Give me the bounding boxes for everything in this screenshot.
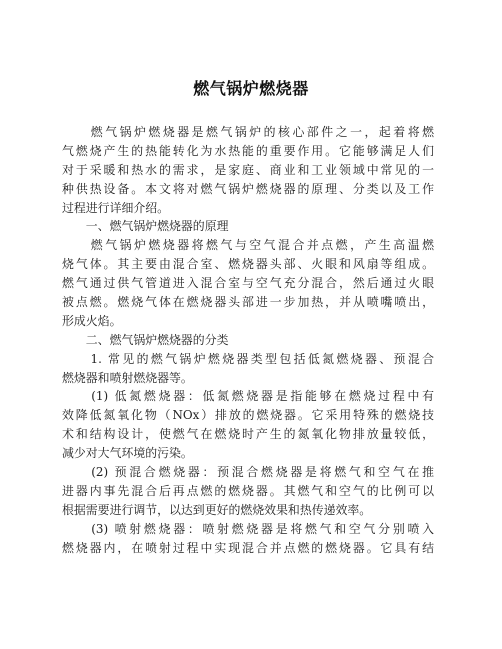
- body-line: 进器内事先混合后再点燃的燃烧器。其燃气和空气的比例可以: [62, 483, 434, 498]
- body-line: 燃烧器和喷射燃烧器等。: [62, 370, 193, 385]
- body-line: 燃气锅炉燃烧器将燃气与空气混合并点燃，产生高温燃: [62, 238, 434, 253]
- section-heading: 一、燃气锅炉燃烧器的原理: [62, 219, 229, 234]
- body-line: 1. 常见的燃气锅炉燃烧器类型包括低氮燃烧器、预混合: [62, 351, 434, 366]
- section-heading: 二、燃气锅炉燃烧器的分类: [62, 332, 229, 347]
- body-line: 根据需要进行调节，以达到更好的燃烧效果和热传递效率。: [62, 502, 372, 517]
- body-line: 种供热设备。本文将对燃气锅炉燃烧器的原理、分类以及工作: [62, 181, 434, 196]
- body-line: 术和结构设计，使燃气在燃烧时产生的氮氧化物排放量较低，: [62, 427, 434, 442]
- body-line: 燃气锅炉燃烧器是燃气锅炉的核心部件之一，起着将燃: [62, 125, 434, 139]
- body-line: 气燃烧产生的热能转化为水热能的重要作用。它能够满足人们: [62, 143, 434, 158]
- body-line: 被点燃。燃烧气体在燃烧器头部进一步加热，并从喷嘴喷出，: [62, 295, 434, 310]
- body-line: 对于采暖和热水的需求，是家庭、商业和工业领域中常见的一: [62, 162, 434, 177]
- body-line: 形成火焰。: [62, 313, 122, 328]
- body-line: (1) 低氮燃烧器：低氮燃烧器是指能够在燃烧过程中有: [62, 389, 434, 404]
- body-line: 燃烧器内，在喷射过程中实现混合并点燃的燃烧器。它具有结: [62, 540, 434, 555]
- body-line: 烧气体。其主要由混合室、燃烧器头部、火眼和风扇等组成。: [62, 257, 434, 272]
- body-line: 燃气通过供气管道进入混合室与空气充分混合，然后通过火眼: [62, 276, 434, 291]
- body-line: (2) 预混合燃烧器：预混合燃烧器是将燃气和空气在推: [62, 465, 434, 480]
- body-line: (3) 喷射燃烧器：喷射燃烧器是将燃气和空气分别喷入: [62, 521, 434, 536]
- body-line: 过程进行详细介绍。: [62, 200, 170, 215]
- document-body: [62, 123, 434, 557]
- body-line: 减少对大气环境的污染。: [62, 446, 193, 461]
- document-title: 燃气锅炉燃烧器: [193, 79, 309, 98]
- body-line: 效降低氮氧化物（NOx）排放的燃烧器。它采用特殊的燃烧技: [62, 408, 434, 423]
